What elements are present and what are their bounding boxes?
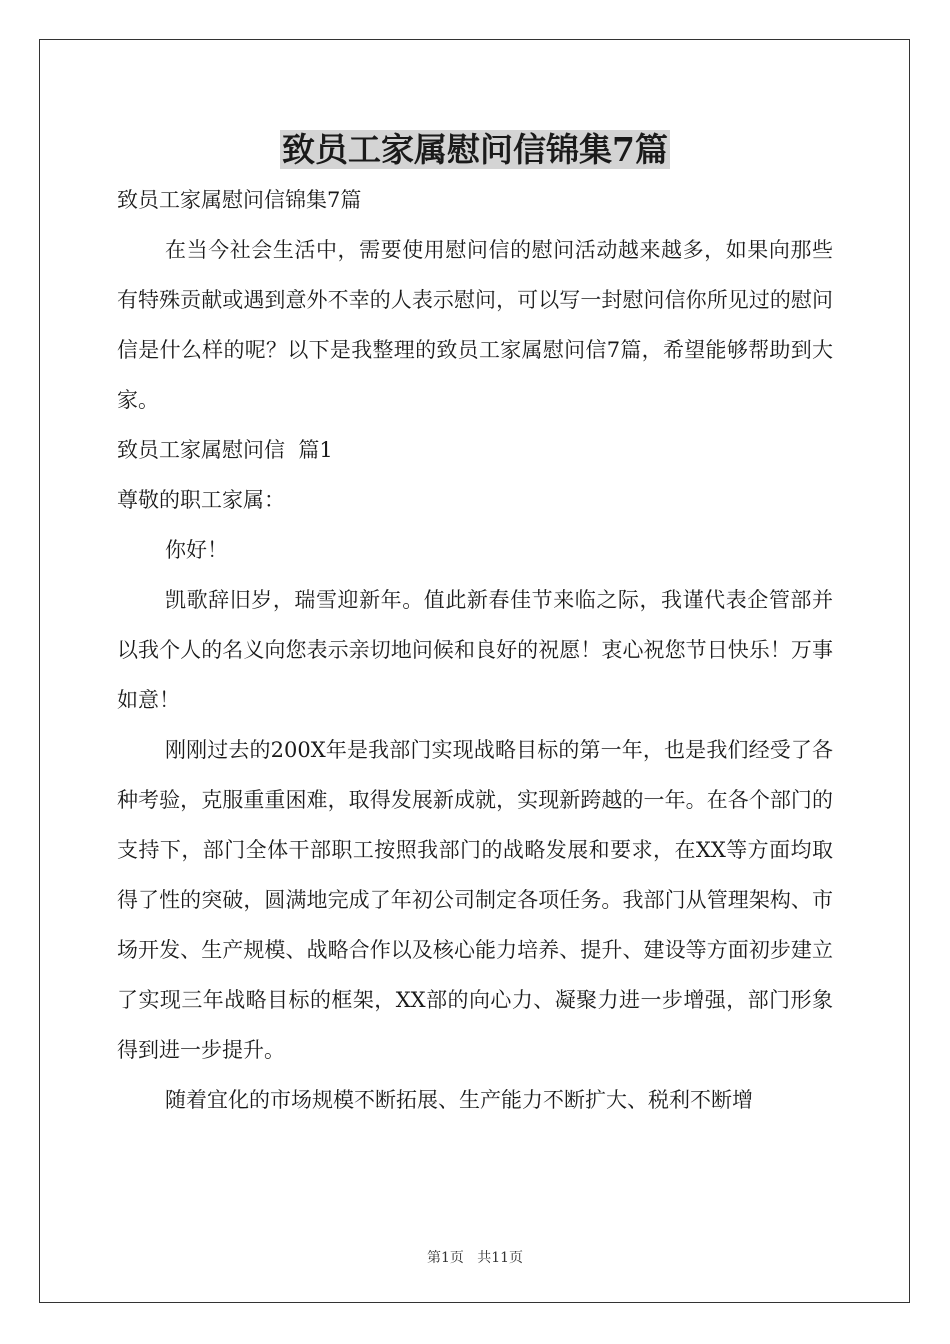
- document-subtitle: 致员工家属慰问信锦集7篇: [117, 188, 362, 212]
- section-heading: 致员工家属慰问信 篇1: [117, 438, 333, 462]
- document-body: [117, 175, 833, 1125]
- body-paragraph: 随着宜化的市场规模不断拓展、生产能力不断扩大、税利不断增: [165, 1088, 753, 1112]
- body-paragraph: 凯歌辞旧岁，瑞雪迎新年。值此新春佳节来临之际，我谨代表企管部并以我个人的名义向您表示亲切地问候和良好的祝愿！衷心祝您节日快乐！万事如意！: [117, 588, 833, 712]
- document-title: [0, 128, 950, 172]
- greeting: 你好！: [165, 538, 228, 562]
- document-title-text: 致员工家属慰问信锦集7篇: [282, 130, 668, 169]
- body-paragraph: 刚刚过去的200X年是我部门实现战略目标的第一年，也是我们经受了各种考验，克服重重困难，取得发展新成就，实现新跨越的一年。在各个部门的支持下，部门全体干部职工按照我部门的战略发展和要求，在XX等方面均取得了性的突破，圆满地完成了年初公司制定各项任务。我部门从管理架构、市场开发、生产规模、战略合作以及核心能力培养、提升、建设等方面初步建立了实现三年战略目标的框架，XX部的向心力、凝聚力进一步增强，部门形象得到进一步提升。: [117, 738, 833, 1062]
- page-footer: 第1页 共11页: [426, 1250, 524, 1266]
- intro-paragraph: 在当今社会生活中，需要使用慰问信的慰问活动越来越多，如果向那些有特殊贡献或遇到意外不幸的人表示慰问，可以写一封慰问信你所见过的慰问信是什么样的呢？以下是我整理的致员工家属慰问信7篇，希望能够帮助到大家。: [117, 238, 833, 412]
- salutation: 尊敬的职工家属：: [117, 488, 285, 512]
